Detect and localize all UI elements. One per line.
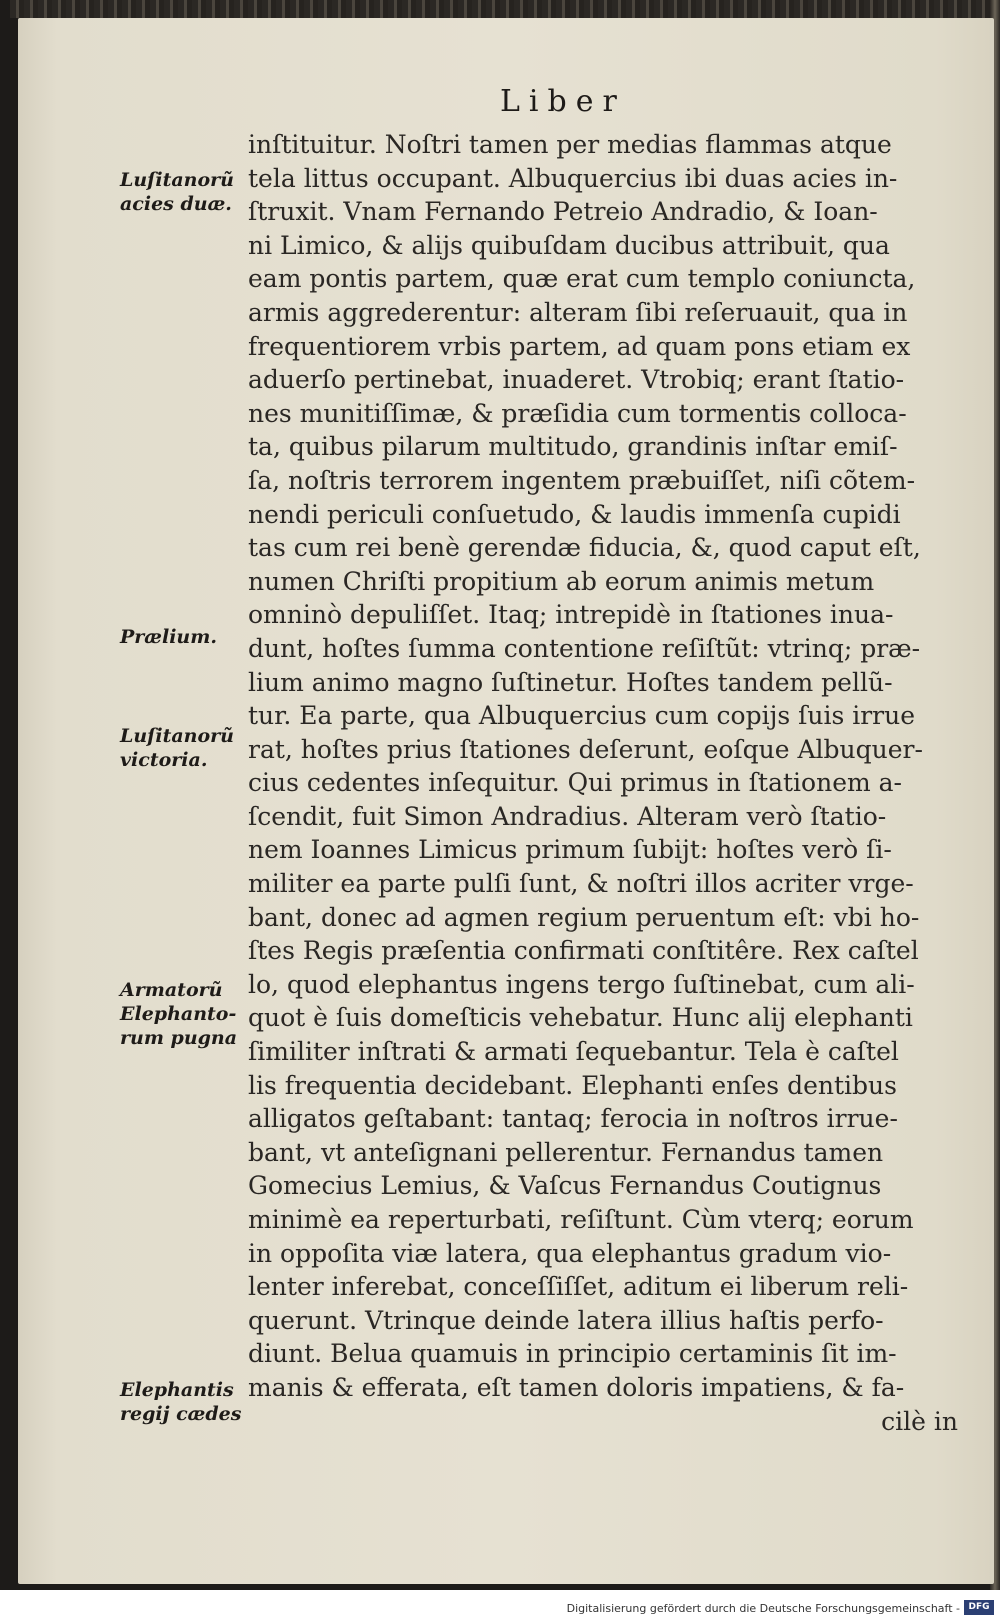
text-line: tela littus occupant. Albuquercius ibi duas acies in- xyxy=(248,163,898,193)
text-line: ta, quibus pilarum multitudo, grandinis inſtar emiſ- xyxy=(248,432,898,462)
margin-note-line: Luſitanorũ xyxy=(120,725,234,747)
text-line: diunt. Belua quamuis in principio certaminis ſit im- xyxy=(248,1339,897,1369)
text-line: ni Limico, & alijs quibuſdam ducibus attribuit, qua xyxy=(248,230,890,260)
text-line: ſcendit, fuit Simon Andradius. Alteram verò ſtatio- xyxy=(248,801,887,831)
page-top-edge xyxy=(10,0,990,18)
text-line: rat, hoſtes prius ſtationes deſerunt, eoſque Albuquer- xyxy=(248,734,923,764)
text-line: lenter inferebat, conceſſiſſet, aditum ei liberum reli- xyxy=(248,1272,909,1302)
text-line: lo, quod elephantus ingens tergo ſuſtinebat, cum ali- xyxy=(248,969,915,999)
text-line: Gomecius Lemius, & Vaſcus Fernandus Coutignus xyxy=(248,1171,882,1201)
text-line: tas cum rei benè gerendæ fiducia, &, quod caput eſt, xyxy=(248,533,921,563)
margin-note-line: Luſitanorũ xyxy=(120,169,234,191)
margin-note-line: acies duæ. xyxy=(120,193,232,215)
text-line: cius cedentes inſequitur. Qui primus in ſtationem a- xyxy=(248,768,902,798)
text-line: aduerſo pertinebat, inuaderet. Vtrobiq; erant ſtatio- xyxy=(248,365,905,395)
text-line: eam pontis partem, quæ erat cum templo coniuncta, xyxy=(248,264,916,294)
margin-note-line: Elephanto- xyxy=(120,1003,237,1025)
text-line: bant, donec ad agmen regium peruentum eſt: vbi ho- xyxy=(248,902,920,932)
margin-note-line: Elephantis xyxy=(120,1379,234,1401)
text-line: tur. Ea parte, qua Albuquercius cum copijs ſuis irrue xyxy=(248,701,916,731)
text-line: ſtruxit. Vnam Fernando Petreio Andradio, & Ioan- xyxy=(248,197,878,227)
text-line: nes munitiſſimæ, & præſidia cum tormentis colloca- xyxy=(248,398,907,428)
text-line: alligatos geſtabant: tantaq; ferocia in noſtros irrue- xyxy=(248,1104,898,1134)
text-line: ſa, noſtris terrorem ingentem præbuiſſet, niſi cõtem- xyxy=(248,465,916,495)
margin-note-praelium xyxy=(120,625,260,649)
text-line: militer ea parte pulſi ſunt, & noſtri illos acriter vrge- xyxy=(248,869,914,899)
text-line: inſtituitur. Noſtri tamen per medias flammas atque xyxy=(248,130,892,159)
text-line: ſtes Regis præſentia confirmati conſtitêre. Rex caſtel xyxy=(248,936,919,966)
margin-note-acies xyxy=(120,168,260,216)
margin-note-caedes xyxy=(120,1378,260,1426)
text-line: minimè ea reperturbati, reſiſtunt. Cùm vterq; eorum xyxy=(248,1205,914,1234)
margin-note-line: Armatorũ xyxy=(120,979,223,1001)
text-line: querunt. Vtrinque deinde latera illius haſtis perfo- xyxy=(248,1305,884,1335)
text-line: quot è ſuis domeſticis vehebatur. Hunc alij elephanti xyxy=(248,1003,913,1033)
body-text xyxy=(248,128,968,1438)
text-line: bant, vt anteſignani pellerentur. Fernandus tamen xyxy=(248,1137,884,1167)
text-line: nem Ioannes Limicus primum ſubijt: hoſtes verò ſi- xyxy=(248,835,892,865)
text-line: manis & efferata, eſt tamen doloris impatiens, & fa- xyxy=(248,1372,905,1402)
dfg-logo: DFG xyxy=(964,1600,994,1615)
running-header: Liber xyxy=(500,84,626,119)
text-line: armis aggrederentur: alteram ſibi reſeruauit, qua in xyxy=(248,297,908,327)
catchword: cilè in xyxy=(881,1406,958,1436)
text-line: ſimiliter inſtrati & armati ſequebantur. Tela è caſtel xyxy=(248,1037,899,1067)
text-line: lium animo magno ſuſtinetur. Hoſtes tandem pellũ- xyxy=(248,667,893,697)
margin-note-line: victoria. xyxy=(120,749,208,771)
margin-note-line: regij cædes xyxy=(120,1403,242,1425)
digitization-credit: Digitalisierung gefördert durch die Deutsche Forschungsgemeinschaft - xyxy=(566,1602,960,1615)
text-line: nendi periculi conſuetudo, & laudis immenſa cupidi xyxy=(248,499,901,529)
text-line: frequentiorem vrbis partem, ad quam pons etiam ex xyxy=(248,331,911,361)
margin-note-line: rum pugna xyxy=(120,1027,238,1049)
text-line: in oppoſita viæ latera, qua elephantus gradum vio- xyxy=(248,1238,892,1268)
text-line: lis frequentia decidebant. Elephanti enſes dentibus xyxy=(248,1070,897,1100)
text-line: numen Chriſti propitium ab eorum animis metum xyxy=(248,566,875,596)
text-line: omninò depuliſſet. Itaq; intrepidè in ſtationes inua- xyxy=(248,600,894,630)
margin-note-pugna xyxy=(120,978,260,1050)
margin-note-line: Prælium. xyxy=(120,626,217,648)
text-line: dunt, hoſtes ſumma contentione reſiſtũt: vtrinq; præ- xyxy=(248,633,921,663)
margin-note-victoria xyxy=(120,724,260,772)
